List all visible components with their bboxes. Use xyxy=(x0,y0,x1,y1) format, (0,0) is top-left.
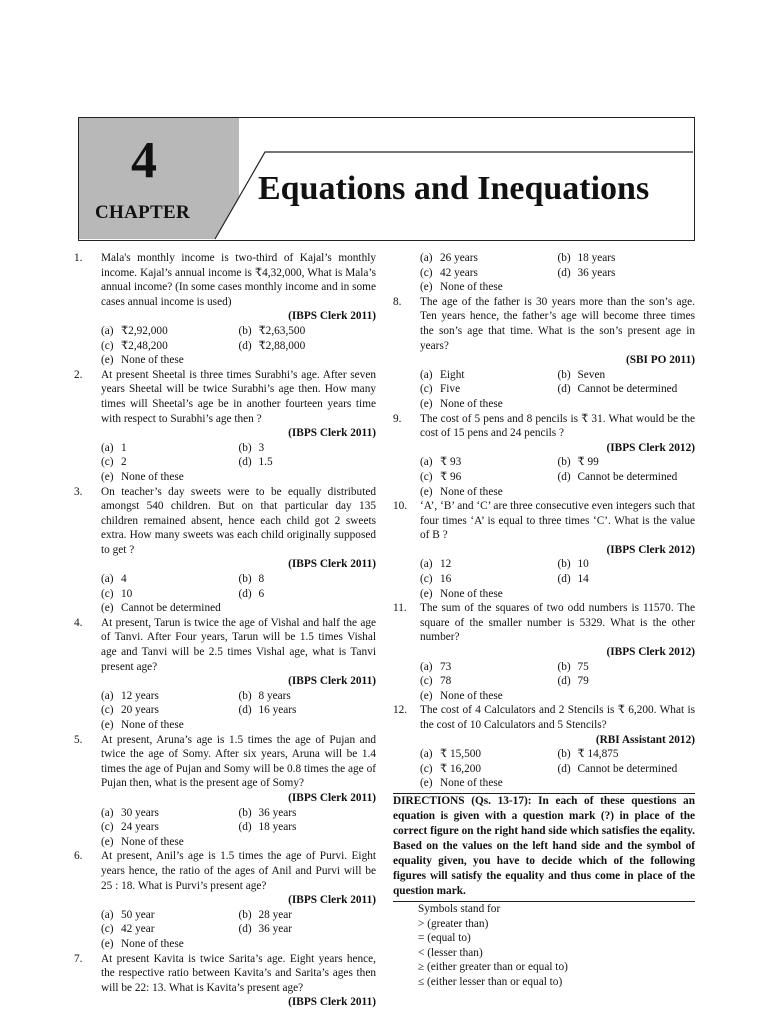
option-text: 16 xyxy=(440,573,452,586)
option-text: ₹ 93 xyxy=(440,456,462,469)
option-text: ₹ 99 xyxy=(577,456,599,469)
option-letter: (c) xyxy=(101,339,114,352)
question-number: 6. xyxy=(74,850,83,863)
option-letter: (e) xyxy=(101,602,114,615)
option-text: 12 years xyxy=(121,689,159,702)
option xyxy=(239,806,377,821)
option-text: 36 years xyxy=(577,266,616,279)
question-text: 9. The cost of 5 pens and 8 pencils is ₹ 31. What would be the cost of 15 pens and 24 pencils ? xyxy=(393,412,695,440)
exam-source: (IBPS Clerk 2012) xyxy=(606,441,695,454)
option-text: Seven xyxy=(577,368,606,381)
option-text: 10 xyxy=(577,558,589,571)
option xyxy=(239,908,377,923)
option-text: Five xyxy=(440,383,461,396)
exam-source: (IBPS Clerk 2011) xyxy=(288,996,376,1009)
option xyxy=(239,572,377,587)
option-letter: (a) xyxy=(420,252,433,264)
option-text: 12 xyxy=(440,558,452,571)
option xyxy=(558,382,696,397)
option xyxy=(74,937,376,952)
option-text: None of these xyxy=(440,281,503,294)
option-letter: (c) xyxy=(420,573,433,586)
exam-source: (IBPS Clerk 2012) xyxy=(606,543,695,556)
question-number: 5. xyxy=(74,733,83,746)
option-letter: (a) xyxy=(420,456,433,469)
exam-source: (IBPS Clerk 2011) xyxy=(288,558,376,571)
option xyxy=(393,776,695,791)
exam-source: (IBPS Clerk 2011) xyxy=(288,791,376,804)
option-text: 18 years xyxy=(577,252,616,264)
option xyxy=(101,587,239,602)
option-letter: (d) xyxy=(557,762,571,775)
option-text: ₹2,88,000 xyxy=(258,339,306,352)
option-letter: (a) xyxy=(101,908,114,921)
question xyxy=(393,295,695,412)
chapter-number: 4 xyxy=(131,132,157,189)
option-text: 26 years xyxy=(440,252,478,264)
option-text: ₹2,92,000 xyxy=(121,324,168,337)
option xyxy=(420,382,558,397)
options-grid xyxy=(393,660,695,689)
question xyxy=(393,412,695,500)
option xyxy=(101,455,239,470)
option-letter: (d) xyxy=(238,339,252,352)
option xyxy=(393,397,695,412)
option-text: ₹2,48,200 xyxy=(121,339,168,352)
option-letter: (d) xyxy=(238,456,252,469)
option-text: 78 xyxy=(440,675,452,688)
option-text: 16 years xyxy=(258,704,297,717)
options-grid xyxy=(74,441,376,470)
option xyxy=(420,674,558,689)
option-letter: (b) xyxy=(557,558,571,571)
option xyxy=(239,339,377,354)
option-text: None of these xyxy=(121,354,184,367)
option-letter: (d) xyxy=(238,923,252,936)
option-letter: (d) xyxy=(557,573,571,586)
option-text: ₹ 15,500 xyxy=(440,748,482,761)
directions: DIRECTIONS (Qs. 13-17): In each of these questions an equation is given with a question mark (?) in place of the correct figure on the right hand side which satisfies the eqality. Based on the values on the left hand side and the symbol of equality given, you have to decide which of the following figures will satisfy the equality and thus come in place of the question mark. xyxy=(393,794,695,897)
question-text: 8. The age of the father is 30 years more than the son’s age. Ten years hence, the father’s age will become three times the son’s age that time. What is the son’s present age in years? xyxy=(393,295,695,352)
question xyxy=(74,733,376,850)
option-letter: (d) xyxy=(238,587,252,600)
option xyxy=(420,572,558,587)
question xyxy=(393,499,695,601)
option-letter: (a) xyxy=(101,324,114,337)
option-letter: (d) xyxy=(557,675,571,688)
question-number: 3. xyxy=(74,485,83,498)
option-letter: (e) xyxy=(420,777,433,790)
option-letter: (a) xyxy=(420,748,433,761)
option-letter: (c) xyxy=(101,587,114,600)
question-text: 2. At present Sheetal is three times Surabhi’s age. After seven years Sheetal will be twice Surabhi’s age then. How many times will Sheetal’s age be in another fourteen years time with respect to Surabhi’s age then ? xyxy=(74,368,376,425)
option xyxy=(239,455,377,470)
question-number: 9. xyxy=(393,412,402,425)
option xyxy=(74,718,376,733)
chapter-label: CHAPTER xyxy=(95,202,190,223)
option xyxy=(558,557,696,572)
option-text: 2 xyxy=(121,456,127,469)
symbol-item: Symbols stand for xyxy=(418,902,501,915)
option xyxy=(558,368,696,383)
option-text: None of these xyxy=(121,835,184,848)
option xyxy=(420,455,558,470)
option xyxy=(558,251,696,266)
question-text: 5. At present, Aruna’s age is 1.5 times the age of Pujan and twice the age of Somy. After six years, Aruna will be 1.4 times the age of Pujan and Somy will be 0.8 times the age of Pujan then, what is the present age of Somy? xyxy=(74,733,376,790)
question xyxy=(74,616,376,733)
option-text: 10 xyxy=(121,587,133,600)
option xyxy=(393,587,695,602)
option-letter: (e) xyxy=(420,397,433,410)
option xyxy=(74,835,376,850)
option-letter: (e) xyxy=(101,937,114,950)
option-letter: (b) xyxy=(238,689,252,702)
option-letter: (a) xyxy=(420,660,433,673)
exam-source: (IBPS Clerk 2011) xyxy=(288,427,376,440)
option xyxy=(420,470,558,485)
options-grid xyxy=(74,806,376,835)
option xyxy=(420,762,558,777)
options-grid xyxy=(393,557,695,586)
option xyxy=(558,674,696,689)
option xyxy=(101,908,239,923)
option xyxy=(558,455,696,470)
option xyxy=(558,572,696,587)
option-text: 42 year xyxy=(121,923,155,936)
option-letter: (e) xyxy=(420,689,433,702)
question-number: 10. xyxy=(393,500,408,513)
option xyxy=(420,557,558,572)
question xyxy=(393,601,695,703)
option-letter: (c) xyxy=(420,675,433,688)
option-letter: (c) xyxy=(101,456,114,469)
option-text: 18 years xyxy=(258,821,297,834)
option xyxy=(101,324,239,339)
option-letter: (d) xyxy=(557,383,571,396)
option-text: 14 xyxy=(577,573,589,586)
option-letter: (b) xyxy=(238,441,252,454)
option-text: None of these xyxy=(440,689,503,702)
option-text: Cannot be determined xyxy=(121,602,221,615)
option-letter: (b) xyxy=(238,573,252,586)
options-grid xyxy=(393,251,695,280)
option-text: 36 year xyxy=(258,923,293,936)
option-text: 1 xyxy=(121,441,127,454)
question-text: 7. At present Kavita is twice Sarita’s age. Eight years hence, the respective ratio between Kavita’s and Sarita’s ages then will be 22: 13. What is Kavita’s present age? xyxy=(74,952,376,994)
option-letter: (a) xyxy=(420,368,433,381)
exam-source: (IBPS Clerk 2011) xyxy=(288,310,376,323)
option-text: None of these xyxy=(121,470,184,483)
exam-source: (IBPS Clerk 2011) xyxy=(288,675,376,688)
option-letter: (d) xyxy=(557,470,571,483)
question-text: 11. The sum of the squares of two odd numbers is 11570. The square of the smaller number is 5329. What is the other number? xyxy=(393,602,695,644)
question-text: 12. The cost of 4 Calculators and 2 Stencils is ₹ 6,200. What is the cost of 10 Calculators and 5 Stencils? xyxy=(393,704,695,731)
option-letter: (d) xyxy=(238,821,252,834)
left-column xyxy=(74,251,376,1010)
option-text: 8 years xyxy=(258,689,291,702)
option xyxy=(101,572,239,587)
option xyxy=(558,660,696,675)
options-grid xyxy=(393,747,695,776)
option-letter: (e) xyxy=(420,281,433,294)
question xyxy=(393,703,695,791)
option-text: Eight xyxy=(440,368,465,381)
option-text: ₹2,63,500 xyxy=(258,324,306,337)
option-text: 4 xyxy=(121,573,127,586)
option xyxy=(420,368,558,383)
option-letter: (a) xyxy=(101,573,114,586)
option-letter: (c) xyxy=(420,762,433,775)
option-text: None of these xyxy=(121,719,184,731)
option xyxy=(101,703,239,718)
option xyxy=(74,470,376,485)
option xyxy=(101,441,239,456)
option xyxy=(393,280,695,295)
option-letter: (e) xyxy=(420,485,433,498)
option-text: None of these xyxy=(440,777,503,790)
exam-source: (IBPS Clerk 2012) xyxy=(606,646,695,659)
option-text: 36 years xyxy=(258,806,297,819)
option-letter: (a) xyxy=(101,689,114,702)
option-letter: (b) xyxy=(238,908,252,921)
option-text: 42 years xyxy=(440,266,478,279)
option-text: 28 year xyxy=(258,908,293,921)
question xyxy=(74,849,376,951)
option xyxy=(558,762,696,777)
options-grid xyxy=(74,689,376,718)
option-text: None of these xyxy=(440,485,503,498)
option xyxy=(239,703,377,718)
option-text: 75 xyxy=(577,660,589,673)
option xyxy=(420,266,558,281)
option xyxy=(101,689,239,704)
option xyxy=(239,689,377,704)
option-text: 3 xyxy=(258,441,265,454)
option-letter: (c) xyxy=(101,923,114,936)
option-text: Cannot be determined xyxy=(577,470,678,483)
options-grid xyxy=(74,908,376,937)
question-number: 2. xyxy=(74,368,83,381)
option xyxy=(101,339,239,354)
option-letter: (a) xyxy=(101,806,114,819)
option xyxy=(393,689,695,704)
question-text: 4. At present, Tarun is twice the age of Vishal and half the age of Tanvi. After Four years, Tarun will be 1.5 times Vishal age and Tanvi will be 2.5 times Vishal age, what is Tanvi present age? xyxy=(74,616,376,673)
question-number: 8. xyxy=(393,295,402,308)
question-number: 11. xyxy=(393,602,407,615)
option-letter: (b) xyxy=(557,660,571,673)
options-grid xyxy=(74,324,376,353)
option xyxy=(101,922,239,937)
option-text: 73 xyxy=(440,660,452,673)
option-letter: (c) xyxy=(420,470,433,483)
option-letter: (e) xyxy=(101,354,114,367)
option xyxy=(558,266,696,281)
question-number: 12. xyxy=(393,704,408,717)
option-letter: (b) xyxy=(557,456,571,469)
option-letter: (b) xyxy=(557,748,571,761)
option xyxy=(239,922,377,937)
option xyxy=(420,747,558,762)
option-letter: (c) xyxy=(101,821,114,834)
exam-source: (IBPS Clerk 2011) xyxy=(288,894,376,907)
option xyxy=(558,747,696,762)
right-column xyxy=(393,251,695,990)
symbols-legend xyxy=(393,902,695,990)
question xyxy=(74,485,376,616)
option-text: None of these xyxy=(440,587,503,600)
option-text: ₹ 96 xyxy=(440,470,462,483)
option-text: 8 xyxy=(258,573,265,586)
option-text: ₹ 16,200 xyxy=(440,762,482,775)
options-grid xyxy=(74,572,376,601)
option-text: 6 xyxy=(258,587,265,600)
option-letter: (b) xyxy=(238,324,252,337)
question xyxy=(74,952,376,1010)
option xyxy=(558,470,696,485)
question-text: 10. ‘A’, ‘B’ and ‘C’ are three consecutive even integers such that four times ‘A’ is equal to three times ‘C’. What is the value of B ? xyxy=(393,500,695,542)
option xyxy=(74,601,376,616)
option xyxy=(420,251,558,266)
option-text: Cannot be determined xyxy=(577,762,678,775)
option xyxy=(239,324,377,339)
option-text: 50 year xyxy=(121,908,155,921)
option xyxy=(101,806,239,821)
option-letter: (d) xyxy=(238,704,252,717)
symbol-item: = (equal to) xyxy=(418,932,471,945)
exam-source: (RBI Assistant 2012) xyxy=(595,733,695,746)
question-text: 6. At present, Anil’s age is 1.5 times the age of Purvi. Eight years hence, the ratio of the ages of Anil and Purvi will be 25 : 18. What is Purvi’s present age? xyxy=(74,850,376,892)
chapter-title: Equations and Inequations xyxy=(258,170,650,207)
option-letter: (a) xyxy=(101,441,114,454)
question-text: 3. On teacher’s day sweets were to be equally distributed amongst 540 children. But on that particular day 135 children remained absent, hence each child got 2 sweets extra. How many sweets was each child originally supposed to get ? xyxy=(74,485,376,556)
option-letter: (e) xyxy=(101,835,114,848)
symbol-item: ≥ (either greater than or equal to) xyxy=(418,961,568,974)
option-letter: (e) xyxy=(101,719,114,731)
exam-source: (SBI PO 2011) xyxy=(625,354,695,367)
option-letter: (b) xyxy=(557,368,571,381)
question-number: 4. xyxy=(74,616,83,629)
option-letter: (a) xyxy=(420,558,433,571)
option-text: 30 years xyxy=(121,806,159,819)
question-number: 1. xyxy=(74,252,83,264)
options-grid xyxy=(393,368,695,397)
question xyxy=(74,368,376,485)
question-text: 1. Mala's monthly income is two-third of Kajal’s monthly income. Kajal’s annual income is ₹4,32,000, What is Mala’s annual income? (In some cases monthly income and in some cases annual income is used) xyxy=(74,252,376,308)
option-text: 1.5 xyxy=(258,456,273,469)
options-grid xyxy=(393,455,695,484)
option xyxy=(101,820,239,835)
option-letter: (d) xyxy=(557,266,571,279)
option-text: 24 years xyxy=(121,821,159,834)
symbol-item: > (greater than) xyxy=(418,917,489,930)
option xyxy=(239,441,377,456)
option-letter: (e) xyxy=(420,587,433,600)
question xyxy=(74,251,376,368)
option-letter: (c) xyxy=(101,704,114,717)
option-text: None of these xyxy=(121,937,184,950)
option-text: 20 years xyxy=(121,704,159,717)
option xyxy=(420,660,558,675)
symbol-item: ≤ (either lesser than or equal to) xyxy=(418,975,563,988)
option xyxy=(239,587,377,602)
option-letter: (c) xyxy=(420,383,433,396)
option-text: Cannot be determined xyxy=(577,383,678,396)
option-letter: (c) xyxy=(420,266,433,279)
question-number: 7. xyxy=(74,952,83,965)
option xyxy=(393,485,695,500)
option-letter: (b) xyxy=(238,806,252,819)
option-text: 79 xyxy=(577,675,589,688)
option xyxy=(74,353,376,368)
symbol-item: < (lesser than) xyxy=(418,946,483,959)
option-letter: (e) xyxy=(101,470,114,483)
option-text: None of these xyxy=(440,397,503,410)
option-text: ₹ 14,875 xyxy=(577,748,619,761)
option xyxy=(239,820,377,835)
option-letter: (b) xyxy=(557,252,571,264)
